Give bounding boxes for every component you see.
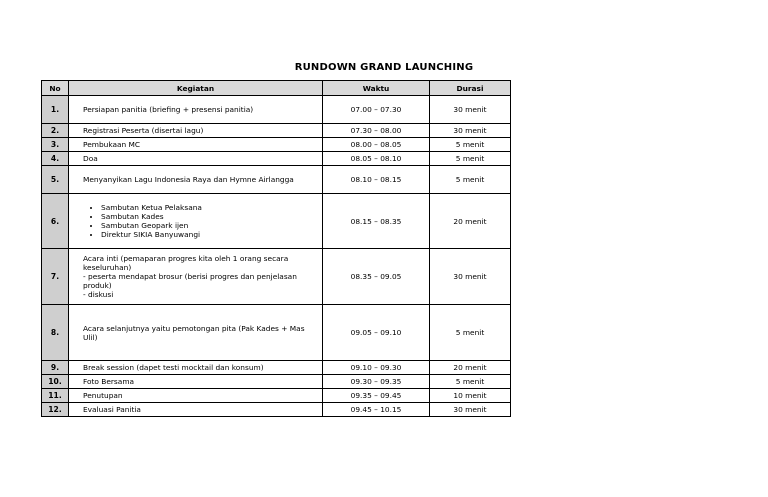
row-durasi: 10 menit [430,389,511,403]
row-kegiatan [69,249,323,305]
row-kegiatan: Evaluasi Panitia [69,403,323,417]
row-waktu: 08.00 – 08.05 [323,138,430,152]
row-no: 10. [42,375,69,389]
row-no: 4. [42,152,69,166]
row-durasi: 5 menit [430,166,511,194]
kegiatan-line: Acara inti (pemaparan progres kita oleh 1 orang secara keseluruhan) [83,254,289,272]
row-no: 8. [42,305,69,361]
row-no: 6. [42,194,69,249]
row-kegiatan: Menyanyikan Lagu Indonesia Raya dan Hymne Airlangga [69,166,323,194]
table-row [42,152,511,166]
row-kegiatan: Foto Bersama [69,375,323,389]
header-kegiatan: Kegiatan [69,81,323,96]
row-waktu: 07.00 – 07.30 [323,96,430,124]
header-row [42,81,511,96]
list-item: • Direktur SIKIA Banyuwangi [101,230,316,239]
row-durasi: 5 menit [430,152,511,166]
row-waktu: 09.05 – 09.10 [323,305,430,361]
row-durasi: 5 menit [430,375,511,389]
row-no: 12. [42,403,69,417]
kegiatan-line: - diskusi [83,290,114,299]
row-durasi: 30 menit [430,96,511,124]
row-kegiatan: Persiapan panitia (briefing + presensi panitia) [69,96,323,124]
row-no: 7. [42,249,69,305]
row-kegiatan: Break session (dapet testi mocktail dan konsum) [69,361,323,375]
row-no: 9. [42,361,69,375]
row-waktu: 08.05 – 08.10 [323,152,430,166]
row-durasi: 20 menit [430,361,511,375]
table-row [42,138,511,152]
row-durasi: 30 menit [430,403,511,417]
row-waktu: 09.30 – 09.35 [323,375,430,389]
row-no: 11. [42,389,69,403]
row-kegiatan: Registrasi Peserta (disertai lagu) [69,124,323,138]
list-item: • Sambutan Ketua Pelaksana [101,203,316,212]
sambutan-list [89,203,316,239]
table-row [42,96,511,124]
row-waktu: 09.45 – 10.15 [323,403,430,417]
row-waktu: 08.15 – 08.35 [323,194,430,249]
table-row [42,389,511,403]
document-title: RUNDOWN GRAND LAUNCHING [294,62,474,73]
row-no: 3. [42,138,69,152]
row-waktu: 09.35 – 09.45 [323,389,430,403]
row-waktu: 08.35 – 09.05 [323,249,430,305]
row-no: 5. [42,166,69,194]
row-kegiatan: Pembukaan MC [69,138,323,152]
header-waktu: Waktu [323,81,430,96]
table-row [42,166,511,194]
row-durasi: 20 menit [430,194,511,249]
table-row [42,305,511,361]
table-row [42,194,511,249]
header-durasi: Durasi [430,81,511,96]
table-row [42,124,511,138]
table-row [42,249,511,305]
table-row [42,361,511,375]
row-waktu: 08.10 – 08.15 [323,166,430,194]
row-durasi: 30 menit [430,249,511,305]
row-kegiatan: Doa [69,152,323,166]
table-row [42,375,511,389]
rundown-table [41,80,511,417]
row-no: 1. [42,96,69,124]
row-no: 2. [42,124,69,138]
header-no: No [42,81,69,96]
kegiatan-line: - peserta mendapat brosur (berisi progres dan penjelasan produk) [83,272,297,290]
row-kegiatan: Penutupan [69,389,323,403]
row-durasi: 5 menit [430,305,511,361]
table-row [42,403,511,417]
row-kegiatan [69,194,323,249]
list-item: • Sambutan Geopark ijen [101,221,316,230]
row-kegiatan: Acara selanjutnya yaitu pemotongan pita (Pak Kades + Mas Ulil) [69,305,323,361]
row-durasi: 30 menit [430,124,511,138]
row-durasi: 5 menit [430,138,511,152]
row-waktu: 09.10 – 09.30 [323,361,430,375]
list-item: • Sambutan Kades [101,212,316,221]
row-waktu: 07.30 – 08.00 [323,124,430,138]
